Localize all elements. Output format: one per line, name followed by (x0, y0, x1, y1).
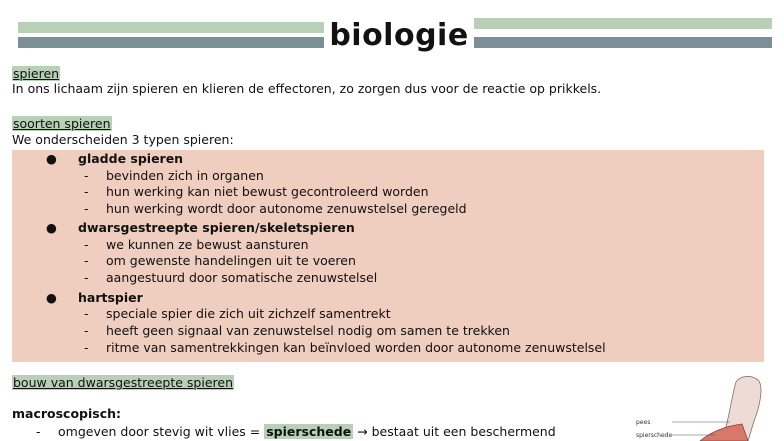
type-item-dwarsgestreept (24, 220, 355, 236)
type-point: - speciale spier die zich uit zichzelf samentrekt (84, 306, 391, 321)
type-point: - we kunnen ze bewust aansturen (84, 237, 309, 252)
figure-label: spierschede (636, 432, 673, 439)
type-point: - hun werking wordt door autonome zenuwstelsel geregeld (84, 201, 467, 216)
header-band-slate-left (18, 37, 324, 48)
type-point: - heeft geen signaal van zenuwstelsel nodig om samen te trekken (84, 323, 510, 338)
section-heading-spieren: spieren (13, 66, 60, 81)
type-item-hartspier (24, 290, 143, 306)
header-band-slate-right (474, 37, 772, 48)
header-band-green-right (474, 18, 772, 29)
type-point: - hun werking kan niet bewust gecontroleerd worden (84, 184, 429, 199)
section-intro-soorten: We onderscheiden 3 typen spieren: (12, 132, 234, 147)
type-name: dwarsgestreepte spieren/skeletspieren (78, 220, 355, 235)
section-heading-bouw: bouw van dwarsgestreepte spieren (13, 375, 233, 390)
section-text-spieren: In ons lichaam zijn spieren en klieren de effectoren, zo zorgen dus voor de reactie op prikkels. (12, 81, 602, 96)
type-point: - om gewenste handelingen uit te voeren (84, 253, 356, 268)
subheading-macroscopisch: macroscopisch: (12, 406, 122, 421)
bullet-icon: ● (46, 290, 57, 305)
type-point: - ritme van samentrekkingen kan beïnvloed worden door autonome zenuwstelsel (84, 340, 606, 355)
muscle-types-box (12, 150, 764, 362)
section-heading-soorten: soorten spieren (13, 116, 111, 131)
header-band-green-left (18, 22, 324, 33)
bullet-icon: ● (46, 220, 57, 235)
figure-label: pees (636, 419, 651, 426)
type-point: - aangestuurd door somatische zenuwstelsel (84, 270, 378, 285)
bullet-icon: ● (46, 151, 57, 166)
type-item-gladde (24, 151, 183, 167)
page-title: biologie (329, 18, 469, 53)
type-name: gladde spieren (78, 151, 184, 166)
type-name: hartspier (78, 290, 143, 305)
type-point: - bevinden zich in organen (84, 168, 264, 183)
muscle-diagram (630, 376, 784, 441)
term-highlight: spierschede (266, 424, 352, 439)
structure-item: - omgeven door stevig wit vlies = spierschede → bestaat uit een beschermend (36, 424, 556, 439)
